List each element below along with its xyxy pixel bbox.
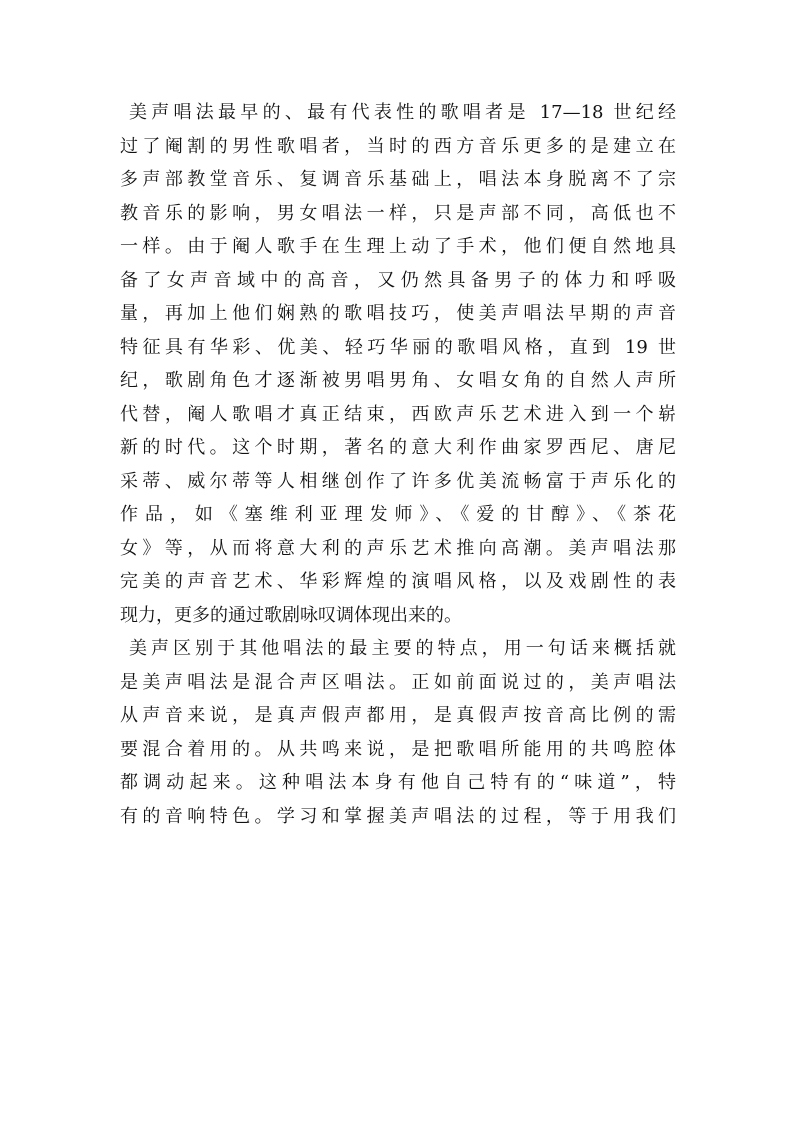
paragraph-1 xyxy=(120,96,676,632)
text-line: 从声音来说，是真声假声都用，是真假声按音高比例的需 xyxy=(120,705,676,726)
text-line: 现力，更多的通过歌剧咏叹调体现出来的。 xyxy=(120,604,462,626)
text-line: 新的时代。这个时期，著名的意大利作曲家罗西尼、唐尼 xyxy=(120,437,676,458)
text-line: 代替，阉人歌唱才真正结束，西欧声乐艺术进入到一个崭 xyxy=(120,403,676,425)
paragraph-2 xyxy=(120,632,676,833)
text-line: 备了女声音域中的高音，又仍然具备男子的体力和呼吸 xyxy=(120,269,676,291)
text-line: 作品，如《塞维利亚理发师》、《爱的甘醇》、《茶花 xyxy=(120,504,676,525)
text-line: 量，再加上他们娴熟的歌唱技巧，使美声唱法早期的声音 xyxy=(120,303,676,324)
text-line: 一样。由于阉人歌手在生理上动了手术，他们便自然地具 xyxy=(120,236,676,257)
text-line: 美声区别于其他唱法的最主要的特点，用一句话来概括就 xyxy=(129,638,676,659)
text-line: 多声部教堂音乐、复调音乐基础上，唱法本身脱离不了宗 xyxy=(120,169,676,190)
text-line: 纪，歌剧角色才逐渐被男唱男角、女唱女角的自然人声所 xyxy=(120,370,676,391)
text-line: 都调动起来。这种唱法本身有他自己特有的“味道”，特 xyxy=(120,772,676,793)
text-line: 有的音响特色。学习和掌握美声唱法的过程，等于用我们 xyxy=(120,805,676,827)
text-line: 特征具有华彩、优美、轻巧华丽的歌唱风格，直到 19 世 xyxy=(120,336,676,358)
text-line: 完美的声音艺术、华彩辉煌的演唱风格，以及戏剧性的表 xyxy=(120,571,676,592)
text-line: 是美声唱法是混合声区唱法。正如前面说过的，美声唱法 xyxy=(120,671,676,693)
text-line: 美声唱法最早的、最有代表性的歌唱者是 17—18 世纪经 xyxy=(129,102,676,123)
text-line: 教音乐的影响，男女唱法一样，只是声部不同，高低也不 xyxy=(120,202,676,224)
text-line: 要混合着用的。从共鸣来说，是把歌唱所能用的共鸣腔体 xyxy=(120,738,676,760)
text-line: 女》等，从而将意大利的声乐艺术推向高潮。美声唱法那 xyxy=(120,537,676,559)
text-line: 过了阉割的男性歌唱者，当时的西方音乐更多的是建立在 xyxy=(120,135,676,157)
text-line: 采蒂、威尔蒂等人相继创作了许多优美流畅富于声乐化的 xyxy=(120,470,676,492)
document-body xyxy=(120,96,676,833)
